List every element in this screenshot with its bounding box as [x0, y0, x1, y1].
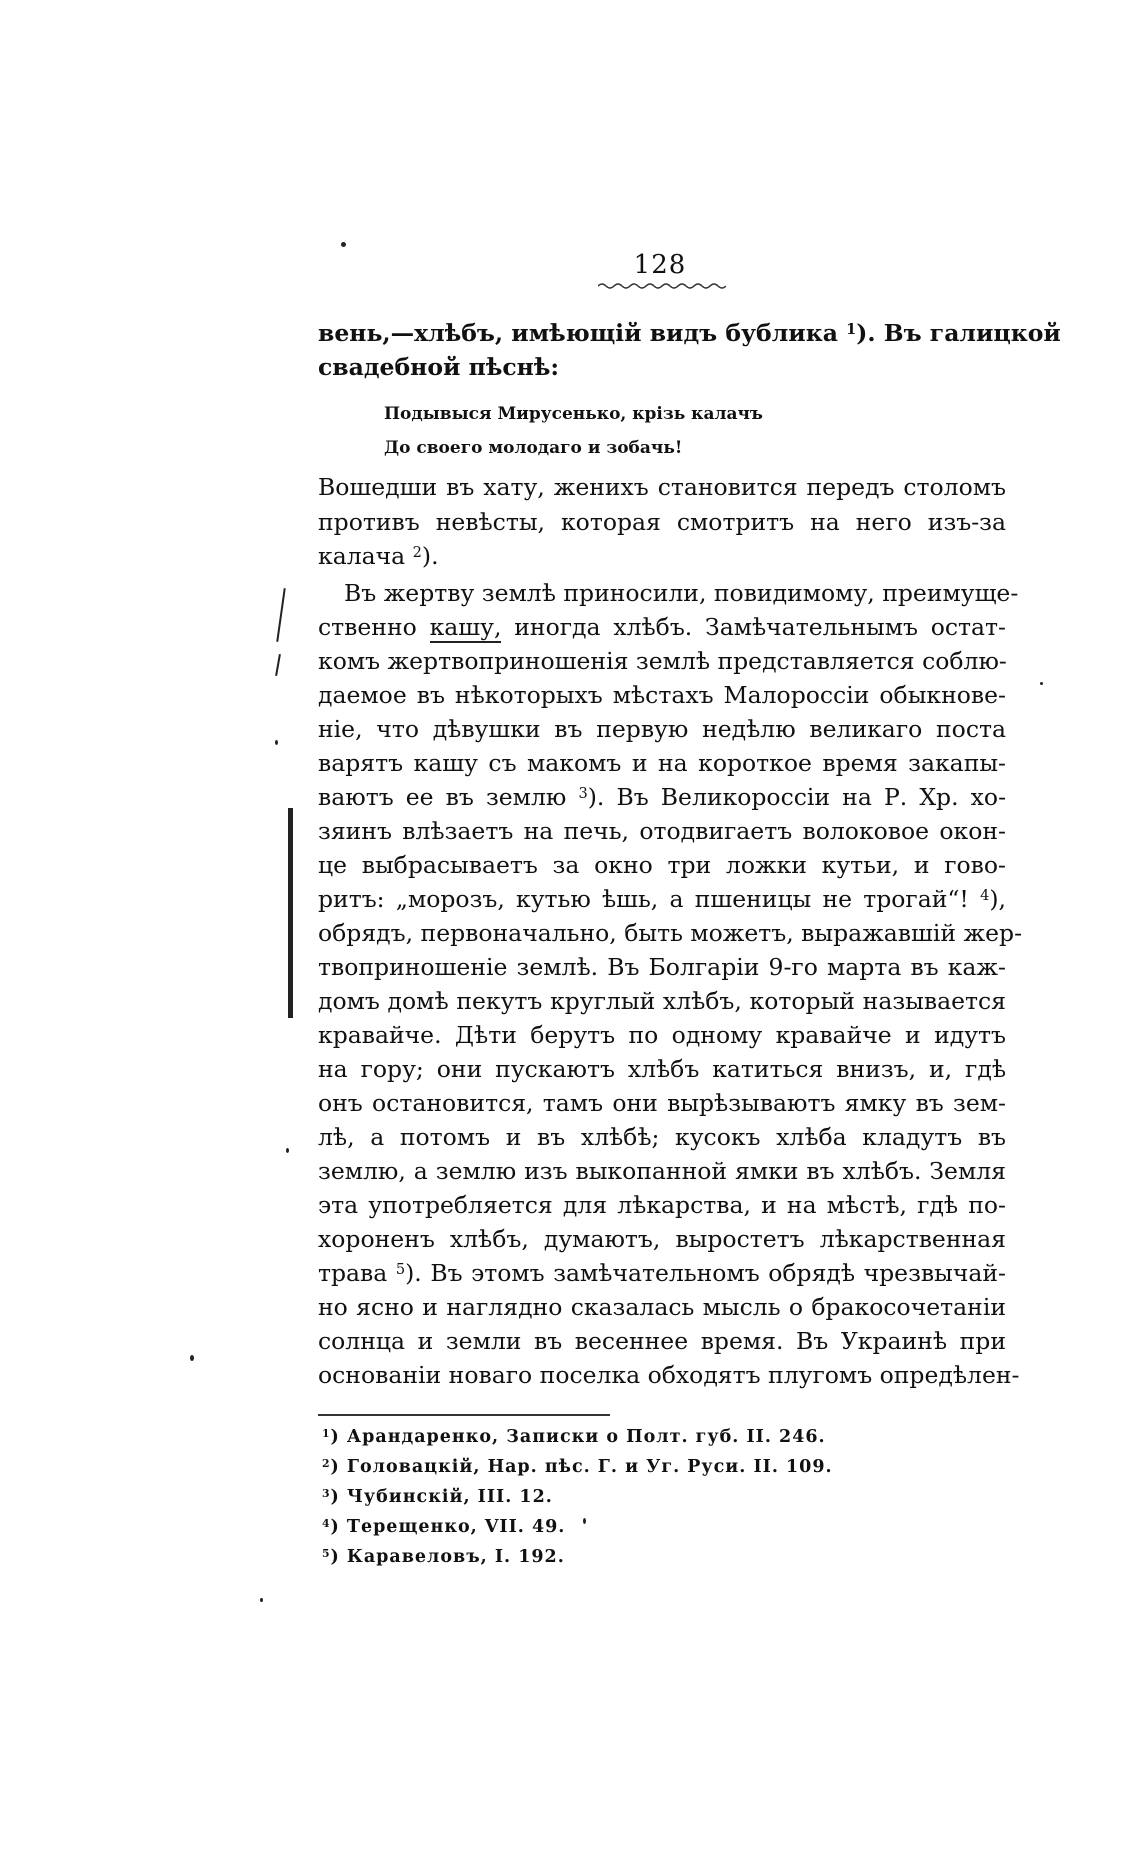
line-text: ). Въ галицкой: [856, 319, 1061, 347]
text-line: [318, 748, 1006, 778]
text-line: [318, 1292, 1006, 1322]
text-line: [318, 782, 1006, 812]
line-text: землю, а землю изъ выкопанной ямки въ хлѣбъ. Земля: [318, 1157, 1006, 1185]
footnote-number: 4: [322, 1517, 331, 1531]
footnote-number: 3: [322, 1487, 331, 1501]
footnote: [322, 1544, 565, 1570]
footnote: [322, 1514, 565, 1540]
text-line: [318, 507, 1006, 537]
text-line: [318, 1224, 1006, 1254]
text-line: [318, 1360, 1020, 1390]
line-text: даемое въ нѣкоторыхъ мѣстахъ Малороссіи обыкнове-: [318, 681, 1006, 709]
line-text: солнца и земли въ весеннее время. Въ Украинѣ при: [318, 1327, 1006, 1355]
margin-dot-1: [341, 242, 346, 247]
verse-line-2: До своего молодаго и зобачь!: [384, 438, 683, 458]
footnote: [322, 1454, 833, 1480]
line-text: зяинъ влѣзаетъ на печь, отодвигаетъ волоковое окон-: [318, 817, 1006, 845]
text-line: [318, 1088, 1006, 1118]
text-line: [318, 352, 1006, 382]
line-text: ваютъ ее въ землю: [318, 783, 579, 811]
line-text: комъ жертвоприношенія землѣ представляется соблю-: [318, 647, 1007, 675]
footnote-ref: 5: [395, 1261, 406, 1279]
text-line: [318, 318, 1061, 348]
margin-mark-1: [276, 588, 285, 642]
text-line: [318, 1326, 1006, 1356]
line-text: вень,—хлѣбъ, имѣющій видъ бублика: [318, 319, 847, 347]
footnote-separator: [318, 1414, 610, 1416]
line-text: це выбрасываетъ за окно три ложки кутьи, и гово-: [318, 851, 1006, 879]
line-text: онъ остановится, тамъ они вырѣзываютъ ямку въ зем-: [318, 1089, 1006, 1117]
line-text: свадебной пѣснѣ:: [318, 353, 560, 381]
page-number-ornament: [598, 282, 726, 290]
margin-dot-6: [1040, 682, 1043, 685]
text-line: [318, 646, 1006, 676]
footnote-number: 5: [322, 1547, 331, 1561]
line-text: ),: [989, 885, 1006, 913]
footnote-number: 1: [322, 1427, 331, 1441]
text-line: [344, 578, 1019, 608]
text-line: [318, 1054, 1006, 1084]
line-text: но ясно и наглядно сказалась мысль о бракосочетаніи: [318, 1293, 1006, 1321]
line-text: калача: [318, 542, 413, 570]
footnote-ref: 3: [578, 785, 588, 803]
text-line: [318, 918, 1023, 948]
text-line: [318, 472, 1006, 502]
footnote-text: ) Чубинскій, III. 12.: [330, 1487, 553, 1507]
footnote-ref: 1: [846, 321, 857, 339]
verse-line-1: Подывыся Мирусенько, крізь калачъ: [384, 404, 763, 424]
footnote-text: ) Терещенко, VII. 49.: [330, 1517, 566, 1537]
margin-mark-2: [275, 654, 281, 676]
text-line: [318, 1122, 1006, 1152]
line-text: хороненъ хлѣбъ, думаютъ, выростетъ лѣкарственная: [318, 1225, 1006, 1253]
line-text: ).: [421, 542, 439, 570]
footnote-text: ) Головацкій, Нар. пѣс. Г. и Уг. Руси. II. 109.: [330, 1457, 833, 1477]
text-line: [318, 1258, 1006, 1288]
text-line: [318, 541, 1006, 571]
line-text: лѣ, а потомъ и въ хлѣбѣ; кусокъ хлѣба кладутъ въ: [318, 1123, 1006, 1151]
footnote: [322, 1424, 826, 1450]
line-text: Въ жертву землѣ приносили, повидимому, преимуще-: [344, 579, 1019, 607]
line-text: ). Въ этомъ замѣчательномъ обрядѣ чрезвычай-: [405, 1259, 1006, 1287]
margin-dot-7: [583, 1518, 586, 1524]
margin-dot-5: [260, 1598, 263, 1602]
margin-dot-3: [286, 1148, 289, 1153]
margin-dot-4: [190, 1355, 194, 1361]
text-line: [318, 952, 1006, 982]
text-line: [318, 680, 1006, 710]
text-line: [318, 884, 1006, 914]
underlined-word: кашу,: [429, 613, 502, 641]
line-text: ритъ: „морозъ, кутью ѣшь, а пшеницы не трогай“!: [318, 885, 981, 913]
footnote-text: ) Каравеловъ, I. 192.: [330, 1547, 565, 1567]
line-text: ). Въ Великороссіи на Р. Хр. хо-: [587, 783, 1007, 811]
line-text: Вошедши въ хату, женихъ становится передъ столомъ: [318, 473, 1006, 501]
text-line: [318, 986, 1006, 1016]
line-text: домъ домѣ пекутъ круглый хлѣбъ, который называется: [318, 987, 1006, 1015]
margin-mark-3: [288, 808, 293, 1018]
margin-dot-2: [275, 740, 278, 745]
line-text: кравайче. Дѣти берутъ по одному кравайче и идутъ: [318, 1021, 1006, 1049]
line-text: варятъ кашу съ макомъ и на короткое время закапы-: [318, 749, 1006, 777]
text-line: [318, 612, 1006, 642]
line-text: основаніи новаго поселка обходятъ плугомъ опредѣлен-: [318, 1361, 1020, 1389]
text-line: [318, 714, 1006, 744]
text-line: [318, 850, 1006, 880]
line-text: эта употребляется для лѣкарства, и на мѣстѣ, гдѣ по-: [318, 1191, 1006, 1219]
footnote-number: 2: [322, 1457, 331, 1471]
line-text: противъ невѣсты, которая смотритъ на него изъ-за: [318, 508, 1006, 536]
footnote-ref: 2: [412, 544, 422, 562]
page-number: 128: [633, 250, 687, 280]
footnote: [322, 1484, 553, 1510]
text-line: [318, 1156, 1006, 1186]
text-line: [318, 1190, 1006, 1220]
line-text: трава: [318, 1259, 396, 1287]
line-text: обрядъ, первоначально, быть можетъ, выражавшій жер-: [318, 919, 1023, 947]
line-text: иногда хлѣбъ. Замѣчательнымъ остат-: [501, 613, 1006, 641]
line-text: ственно: [318, 613, 430, 641]
text-line: [318, 1020, 1006, 1050]
text-line: [318, 816, 1006, 846]
footnote-text: ) Арандаренко, Записки о Полт. губ. II. 246.: [330, 1427, 826, 1447]
line-text: твоприношеніе землѣ. Въ Болгаріи 9-го марта въ каж-: [318, 953, 1006, 981]
line-text: на гору; они пускаютъ хлѣбъ катиться внизъ, и, гдѣ: [318, 1055, 1006, 1083]
line-text: ніе, что дѣвушки въ первую недѣлю великаго поста: [318, 715, 1006, 743]
footnote-ref: 4: [980, 887, 990, 905]
